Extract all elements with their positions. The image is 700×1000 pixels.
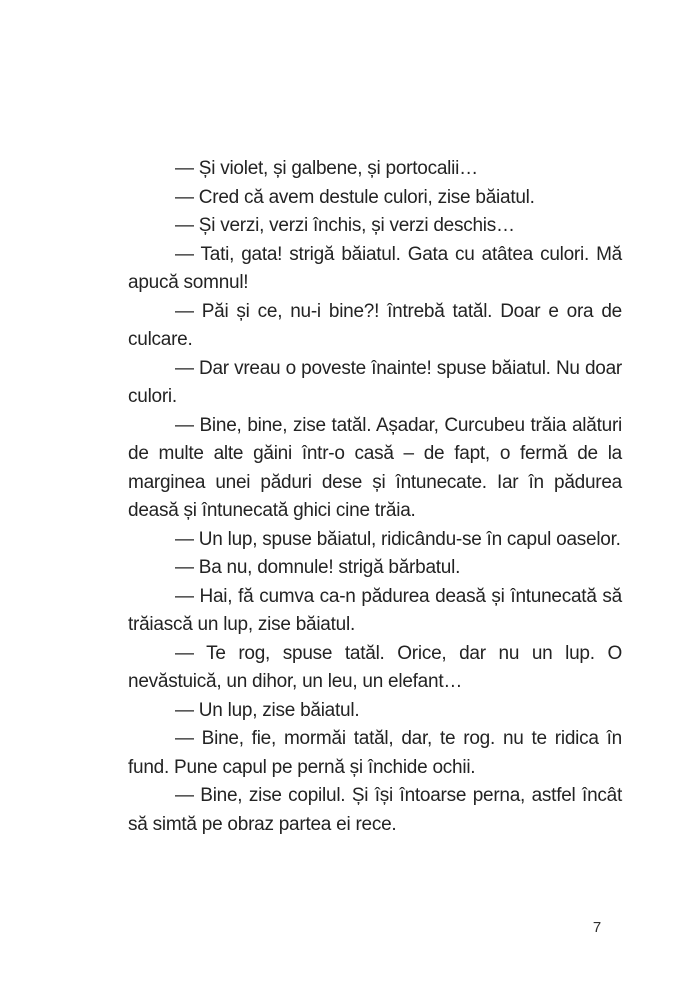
paragraph: — Bine, bine, zise tatăl. Așadar, Curcubeu trăia alături de multe alte găini într-o casă – de fapt, o fermă de la marginea unei păduri dese și întunecate. Iar în pădurea deasă și întunecată ghici cine trăia.: [128, 414, 622, 521]
paragraph: — Păi și ce, nu-i bine?! întrebă tatăl. Doar e ora de culcare.: [128, 300, 622, 350]
paragraph: — Dar vreau o poveste înainte! spuse băiatul. Nu doar culori.: [128, 357, 622, 407]
paragraph: — Hai, fă cumva ca-n pădurea deasă și întunecată să trăiască un lup, zise băiatul.: [128, 585, 622, 635]
page-text-block: [128, 155, 622, 839]
paragraph: — Și verzi, verzi închis, și verzi deschis…: [175, 215, 515, 236]
paragraph: — Și violet, și galbene, și portocalii…: [175, 158, 478, 179]
paragraph: — Te rog, spuse tatăl. Orice, dar nu un lup. O nevăstuică, un dihor, un leu, un elefant…: [128, 642, 622, 692]
paragraph: — Un lup, spuse băiatul, ridicându-se în capul oaselor.: [175, 528, 621, 550]
paragraph: — Ba nu, domnule! strigă bărbatul.: [175, 557, 461, 578]
paragraph: — Bine, fie, mormăi tatăl, dar, te rog. nu te ridica în fund. Pune capul pe pernă și închide ochii.: [128, 728, 622, 778]
paragraph: — Un lup, zise băiatul.: [175, 699, 360, 721]
paragraph: — Bine, zise copilul. Și își întoarse perna, astfel încât să simtă pe obraz partea ei rece.: [128, 785, 622, 835]
paragraph: — Tati, gata! strigă băiatul. Gata cu atâtea culori. Mă apucă somnul!: [128, 243, 622, 293]
page-number: 7: [592, 919, 602, 936]
paragraph: — Cred că avem destule culori, zise băiatul.: [175, 186, 535, 208]
